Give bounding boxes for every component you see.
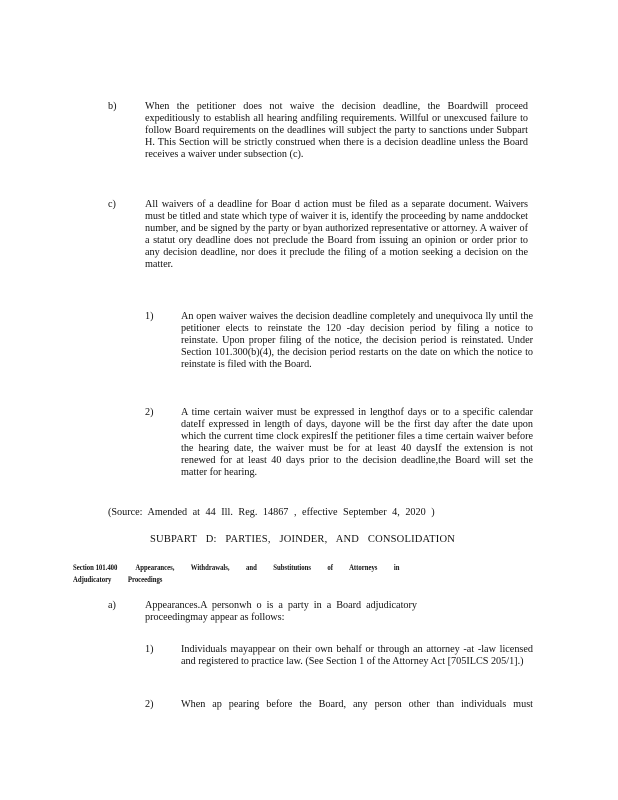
source-note: (Source: Amended at 44 Ill. Reg. 14867 , effective September 4, 2020 ) [108, 507, 435, 518]
item-label-b: b) [108, 101, 117, 112]
subitem-label-a1: 1) [145, 644, 154, 655]
item-label-a: a) [108, 600, 116, 611]
section-title: Appearances, Withdrawals, and Substitutions of Attorneys in Adjudicatory Proceedings [73, 563, 400, 584]
item-text-b: When the petitioner does not waive the decision deadline, the Boardwill proceed expeditiously to establish all hearing andfiling requirements. Willful or unexcused failure to follow Board requirements on the deadlines will subject the party to sanctions under Subpart H. This Section will be strictly construed when there is a decision deadline unless the Board receives a waiver under subsection (c). [145, 101, 528, 160]
subitem-text-1: An open waiver waives the decision deadline completely and unequivoca lly until the petitioner elects to reinstate the 120 -day decision period by filing a notice to reinstate. Upon proper filing of the notice, the decision period is reinstated. Under Section 101.300(b)(4), the decision period restarts on the date on which the notice to reinstate is filed with the Board. [181, 311, 533, 370]
subitem-label-a2: 2) [145, 699, 154, 710]
subitem-label-2: 2) [145, 407, 154, 418]
item-text-c: All waivers of a deadline for Boar d action must be filed as a separate document. Waivers must be titled and state which type of waiver it is, identify the proceeding by name anddocket number, and be signed by the party or byan authorized representative or attorney. A waiver of a statut ory deadline does not preclude the Board from issuing an opinion or order prior to any decision deadline, nor does it preclude the filing of a motion seeking a decision on the matter. [145, 199, 528, 270]
subpart-heading: SUBPART D: PARTIES, JOINDER, AND CONSOLIDATION [150, 534, 456, 545]
subitem-label-1: 1) [145, 311, 154, 322]
subitem-text-2: A time certain waiver must be expressed in lengthof days or to a specific calendar dateIf expressed in length of days, dayone will be the first day after the date upon which the current time clock expiresIf the petitioner files a time certain waiver before the hearing date, the waiver must be for at least 40 daysIf the extension is not renewed for at least 40 days prior to the decision deadline,the Board will set the matter for hearing. [181, 407, 533, 478]
item-text-a: Appearances.A personwh o is a party in a Board adjudicatory proceedingmay appear as follows: [145, 600, 417, 623]
subitem-text-a1: Individuals mayappear on their own behalf or through an attorney -at -law licensed and registered to practice law. (See Section 1 of the Attorney Act [705ILCS 205/1].) [181, 644, 533, 667]
subitem-text-a2: When ap pearing before the Board, any person other than individuals must [181, 699, 533, 710]
section-number: Section 101.400 [73, 563, 118, 572]
section-heading [73, 562, 401, 586]
item-label-c: c) [108, 199, 116, 210]
